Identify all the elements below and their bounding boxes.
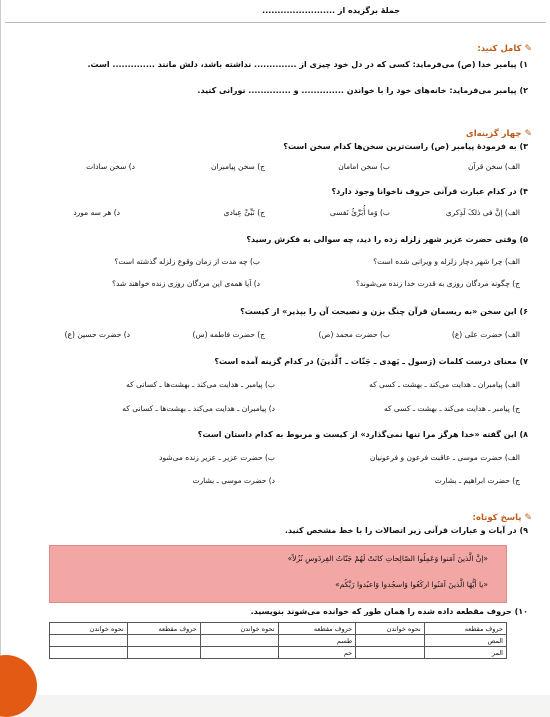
q7-option-a: الف) پیامبران ـ هدایت می‌کند ـ بهشت ـ کسی که bbox=[369, 380, 520, 389]
divider bbox=[5, 22, 546, 23]
question-3: ۳) به فرمودهٔ پیامبر (ص) راست‌ترین سخن‌ها کدام سخن است؟ bbox=[283, 142, 528, 151]
answer-cell[interactable] bbox=[200, 635, 278, 647]
answer-cell[interactable] bbox=[356, 647, 425, 659]
q8-option-c: ج) حضرت ابراهیم ـ بشارت bbox=[434, 476, 520, 485]
q5-option-c: ج) چگونه مردگان روزی به قدرت خدا زنده می‌شوند؟ bbox=[355, 279, 520, 288]
question-2: ۲) پیامبر می‌فرماید: خانه‌های خود را با خواندن .............. و .............. نورانی کنید. bbox=[197, 86, 528, 95]
q8-option-d: د) حضرت موسی ـ بشارت bbox=[192, 476, 275, 485]
decorative-corner-circle bbox=[0, 655, 37, 717]
table-row bbox=[50, 635, 507, 647]
q5-option-a: الف) چرا شهر دچار زلزله و ویرانی شده است؟ bbox=[373, 257, 520, 266]
answer-cell[interactable] bbox=[50, 647, 128, 659]
q4-option-c: ج) نَبِّئْ عِبادی bbox=[223, 208, 265, 217]
table-header: نحوه خواندن bbox=[50, 623, 128, 635]
q7-option-d: د) پیامبران ـ هدایت می‌کند ـ بهشت‌ها ـ کسانی که bbox=[122, 404, 275, 413]
question-8: ۸) این گفته «خدا هرگز مرا تنها نمی‌گذارد» از کیست و مربوط به کدام داستان است؟ bbox=[197, 430, 528, 439]
answer-cell[interactable] bbox=[50, 635, 128, 647]
answer-cell[interactable] bbox=[356, 635, 425, 647]
section-multiple-choice bbox=[466, 121, 532, 140]
table-row bbox=[50, 647, 507, 659]
q7-option-b: ب) پیامبر ـ هدایت می‌کند ـ بهشت‌ها ـ کسانی که bbox=[126, 380, 275, 389]
question-4: ۴) در کدام عبارت قرآنی حروف ناخوانا وجود دارد؟ bbox=[331, 187, 528, 196]
table-cell bbox=[127, 635, 200, 647]
q4-option-d: د) هر سه مورد bbox=[73, 208, 120, 217]
pencil-icon: ✎ bbox=[524, 129, 532, 139]
table-header: حروف مقطعه bbox=[424, 623, 506, 635]
q4-option-a: الف) إنَّ فی ذلکَ لَذِکری bbox=[445, 208, 520, 217]
q6-option-c: ج) حضرت فاطمه (س) bbox=[192, 330, 265, 339]
q8-option-b: ب) حضرت عزیر ـ عزیر زنده می‌شود bbox=[159, 453, 275, 462]
table-cell: المر bbox=[424, 647, 506, 659]
section-title: کامل کنید: bbox=[477, 44, 522, 54]
table-header: حروف مقطعه bbox=[127, 623, 200, 635]
q5-option-b: ب) چه مدت از زمان وقوع زلزله گذشته است؟ bbox=[114, 257, 260, 266]
header-motto: جملهٔ برگزیده از ........................ bbox=[262, 6, 400, 15]
q3-option-d: د) سخن سادات bbox=[86, 162, 135, 171]
quran-verse-1: «إنَّ الَّذینَ آمَنوا وَعَمِلُوا الصّالِحاتِ کانَتْ لَهُمْ جَنّاتُ الفِردَوسِ نُزُلاً» bbox=[287, 554, 488, 563]
question-7: ۷) معنای درست کلمات (رَسول ـ یَهدی ـ جَنّات ـ ٱلَّذینَ) در کدام گزینه آمده است؟ bbox=[214, 357, 528, 366]
section-fill-blank bbox=[477, 36, 532, 55]
pencil-icon: ✎ bbox=[524, 513, 532, 523]
table-header: نحوه خواندن bbox=[356, 623, 425, 635]
q4-option-b: ب) وَما أُبَرِّئُ نَفسی bbox=[329, 208, 390, 217]
q7-option-c: ج) پیامبر ـ هدایت می‌کند ـ بهشت ـ کسی که bbox=[383, 404, 520, 413]
table-cell: حم bbox=[278, 647, 356, 659]
muqattaat-table bbox=[49, 622, 507, 659]
q3-option-a: الف) سخن قرآن bbox=[468, 162, 520, 171]
section-short-answer bbox=[473, 505, 532, 524]
table-header: نحوه خواندن bbox=[200, 623, 278, 635]
q5-option-d: د) آیا همه‌ی این مردگان روزی زنده خواهند شد؟ bbox=[112, 279, 260, 288]
q6-option-d: د) حضرت حسین (ع) bbox=[64, 330, 130, 339]
table-cell bbox=[127, 647, 200, 659]
pencil-icon: ✎ bbox=[524, 44, 532, 54]
section-title: چهار گزینه‌ای bbox=[465, 129, 522, 139]
question-5: ۵) وقتی حضرت عزیر شهر زلزله زده را دید، چه سوالی به فکرش رسید؟ bbox=[246, 235, 528, 244]
question-9: ۹) در آیات و عبارات قرآنی زیر اتصالات را با خط مشخص کنید. bbox=[284, 526, 528, 535]
table-cell: المص bbox=[424, 635, 506, 647]
q3-option-b: ب) سخن امامان bbox=[338, 162, 390, 171]
answer-cell[interactable] bbox=[200, 647, 278, 659]
quran-verse-2: «یا أیُّهَا الَّذینَ آمَنُوا ارکَعُوا وَاسجُدوا وَاعبُدوا رَبَّکُم» bbox=[335, 580, 488, 589]
q6-option-b: ب) حضرت محمد (ص) bbox=[318, 330, 390, 339]
question-10: ۱۰) حروف مقطعه داده شده را همان طور که خوانده می‌شوند بنویسید. bbox=[250, 607, 528, 616]
q6-option-a: الف) حضرت علی (ع) bbox=[451, 330, 520, 339]
section-title: پاسخ کوتاه: bbox=[472, 513, 522, 523]
table-header-row bbox=[50, 623, 507, 635]
table-header: حروف مقطعه bbox=[278, 623, 356, 635]
q3-option-c: ج) سخن پیامبران bbox=[210, 162, 265, 171]
table-cell: طسم bbox=[278, 635, 356, 647]
question-6: ۶) این سخن «به ریسمان قرآن چنگ بزن و نصیحت آن را بپذیر» از کیست؟ bbox=[240, 307, 528, 316]
q8-option-a: الف) حضرت موسی ـ عاقبت فرعون و فرعونیان bbox=[369, 453, 520, 462]
question-1: ۱) پیامبر خدا (ص) می‌فرماید: کسی که در دل خود چیزی از .............. نداشته باشد، دلش مانند .............. است. bbox=[87, 60, 528, 69]
